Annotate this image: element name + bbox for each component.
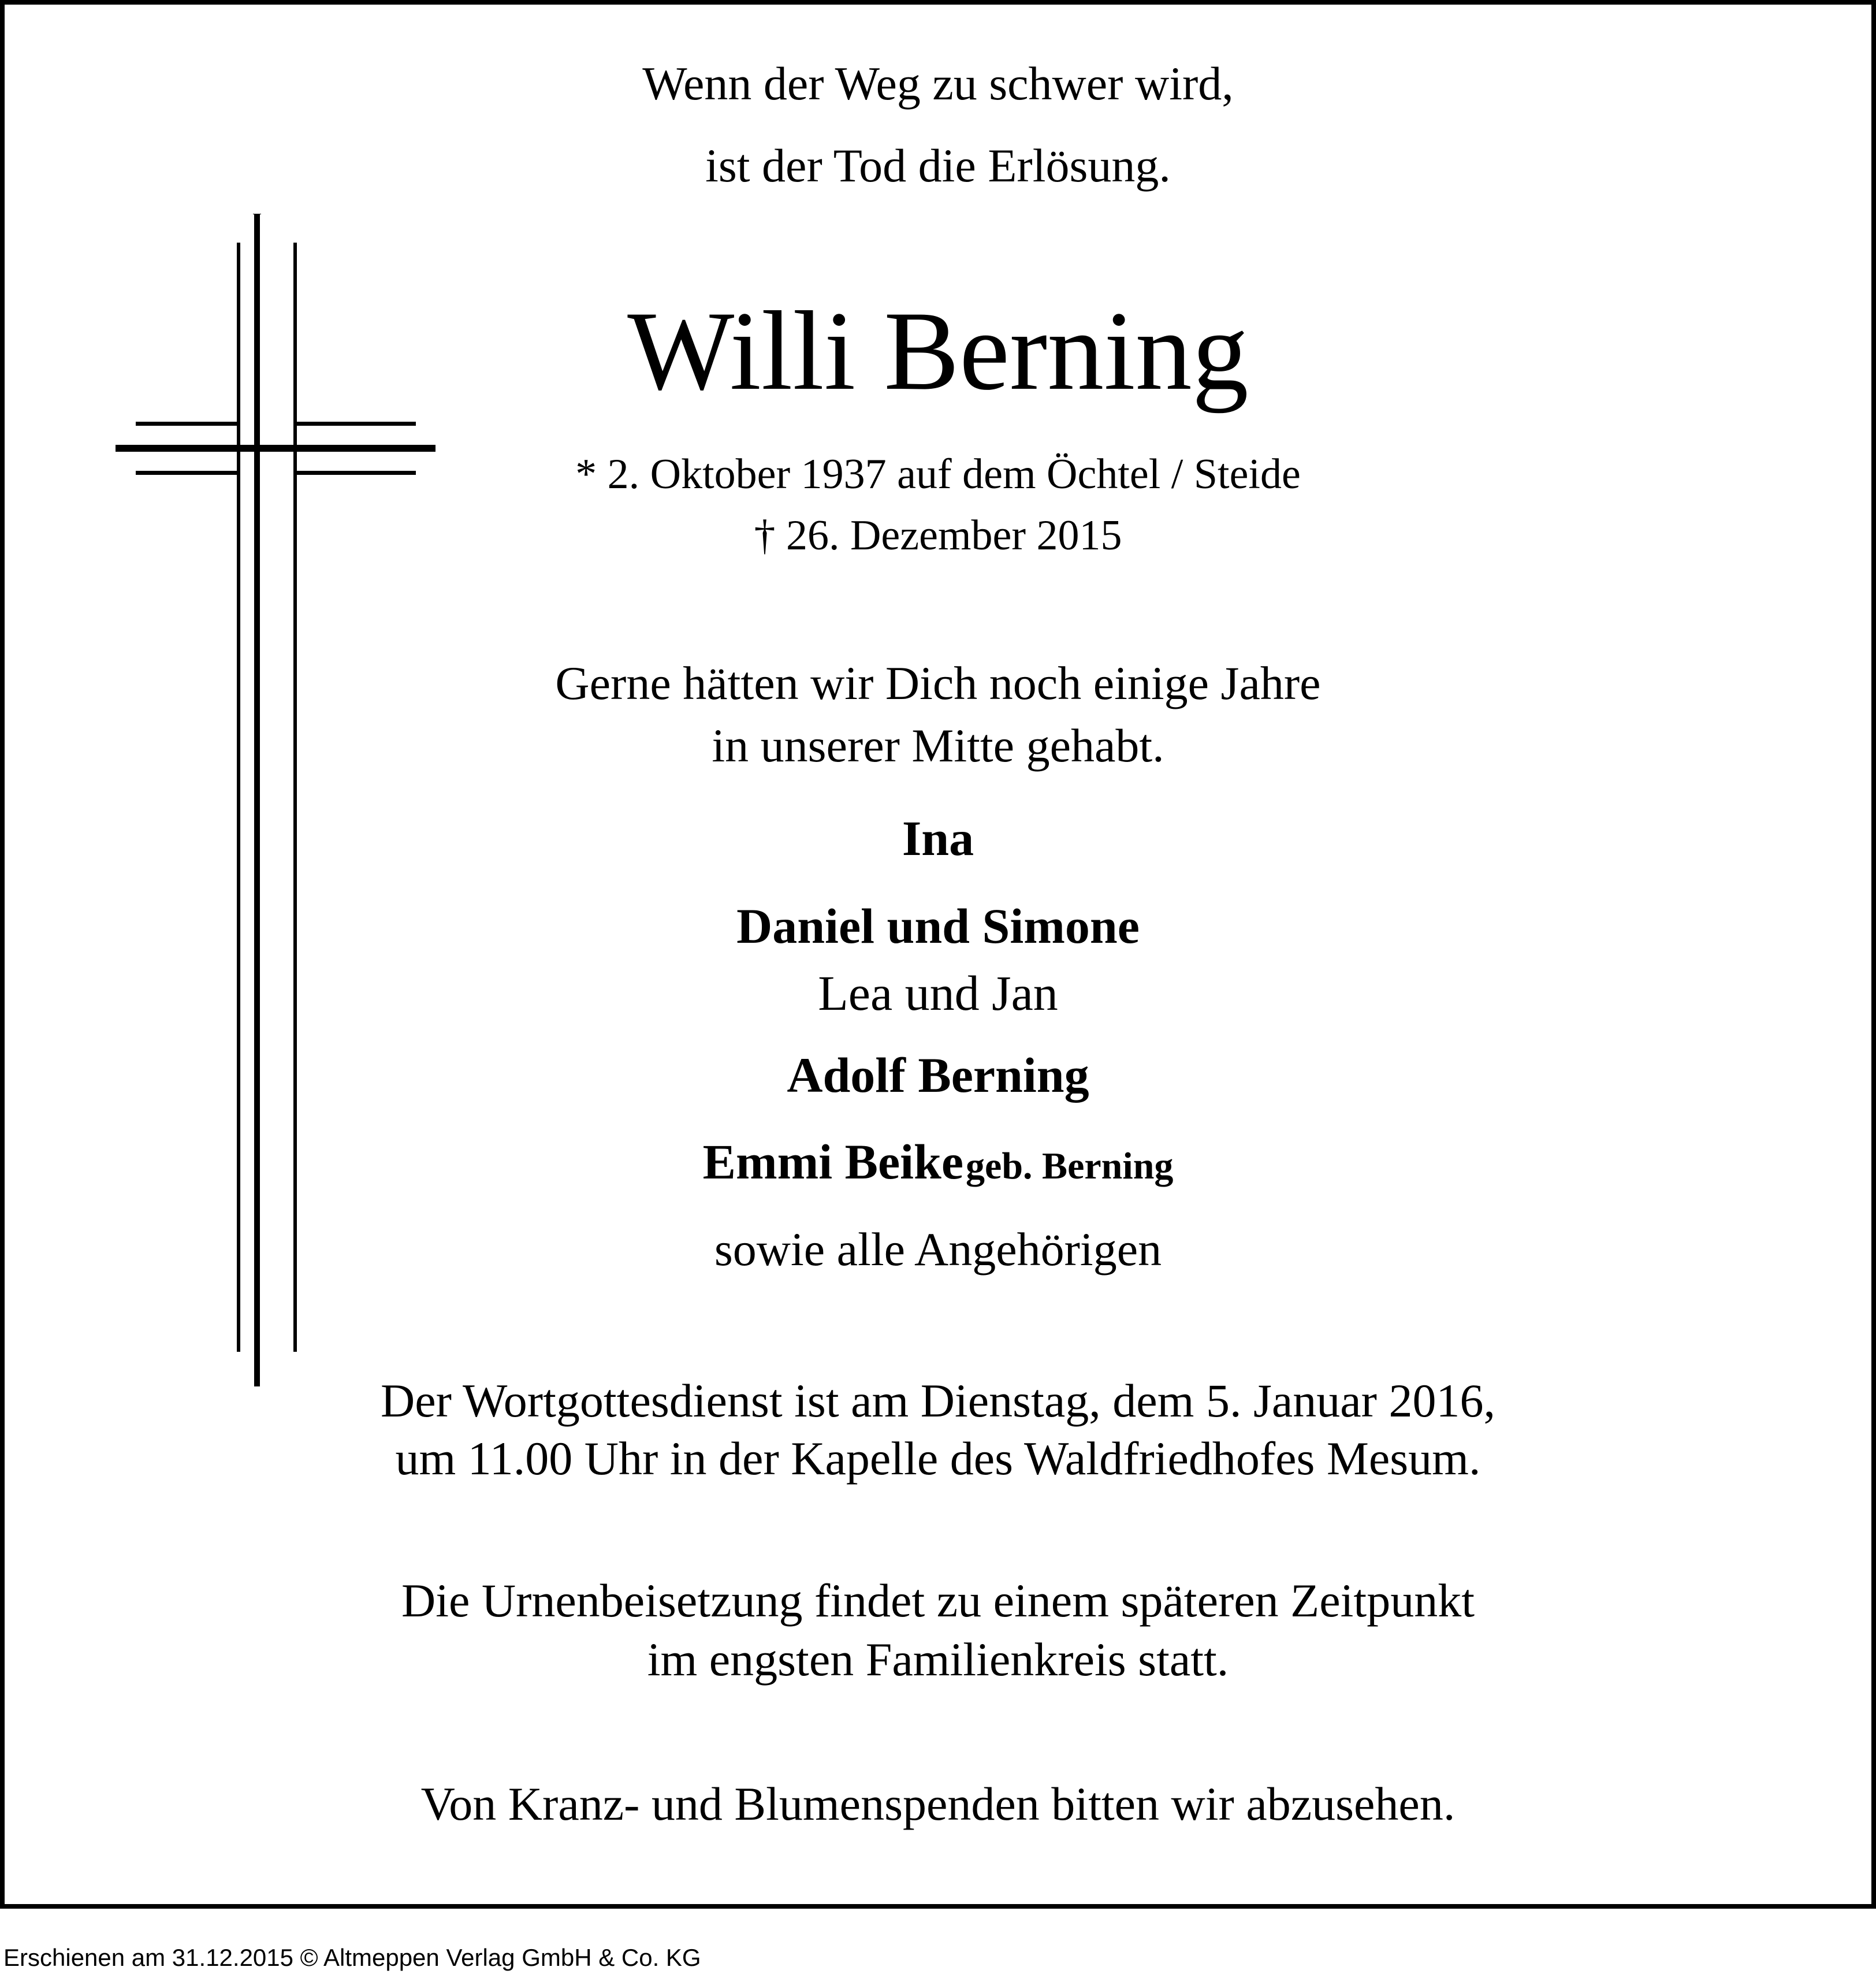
service-line-1: Der Wortgottesdienst ist am Dienstag, dem 5. Januar 2016, bbox=[381, 1374, 1495, 1427]
birth-date: * 2. Oktober 1937 auf dem Öchtel / Steide bbox=[575, 451, 1301, 498]
mourner-lea-jan: Lea und Jan bbox=[818, 965, 1058, 1021]
mourner-adolf-berning: Adolf Berning bbox=[787, 1047, 1089, 1103]
mourner-relatives: sowie alle Angehörigen bbox=[714, 1223, 1162, 1276]
death-date: † 26. Dezember 2015 bbox=[754, 512, 1122, 559]
service-line-2: um 11.00 Uhr in der Kapelle des Waldfriedhofes Mesum. bbox=[395, 1432, 1481, 1485]
flowers-note: Von Kranz- und Blumenspenden bitten wir abzusehen. bbox=[420, 1778, 1456, 1830]
mourner-emmi-name: Emmi Beike bbox=[702, 1134, 964, 1189]
quote-line-1: Wenn der Weg zu schwer wird, bbox=[642, 57, 1234, 110]
publication-footer: Erschienen am 31.12.2015 © Altmeppen Verlag GmbH & Co. KG bbox=[3, 1944, 701, 1971]
deceased-name: Willi Berning bbox=[627, 288, 1249, 414]
mourner-ina: Ina bbox=[902, 810, 974, 866]
mourner-daniel-simone: Daniel und Simone bbox=[736, 898, 1140, 954]
mourner-emmi-suffix: geb. Berning bbox=[966, 1145, 1174, 1187]
urn-line-2: im engsten Familienkreis statt. bbox=[647, 1633, 1229, 1686]
mourner-emmi-beike bbox=[0, 1134, 1876, 1189]
urn-line-1: Die Urnenbeisetzung findet zu einem späteren Zeitpunkt bbox=[401, 1574, 1475, 1627]
quote-line-2: ist der Tod die Erlösung. bbox=[705, 139, 1171, 192]
message-line-2: in unserer Mitte gehabt. bbox=[712, 719, 1164, 772]
message-line-1: Gerne hätten wir Dich noch einige Jahre bbox=[555, 657, 1321, 709]
